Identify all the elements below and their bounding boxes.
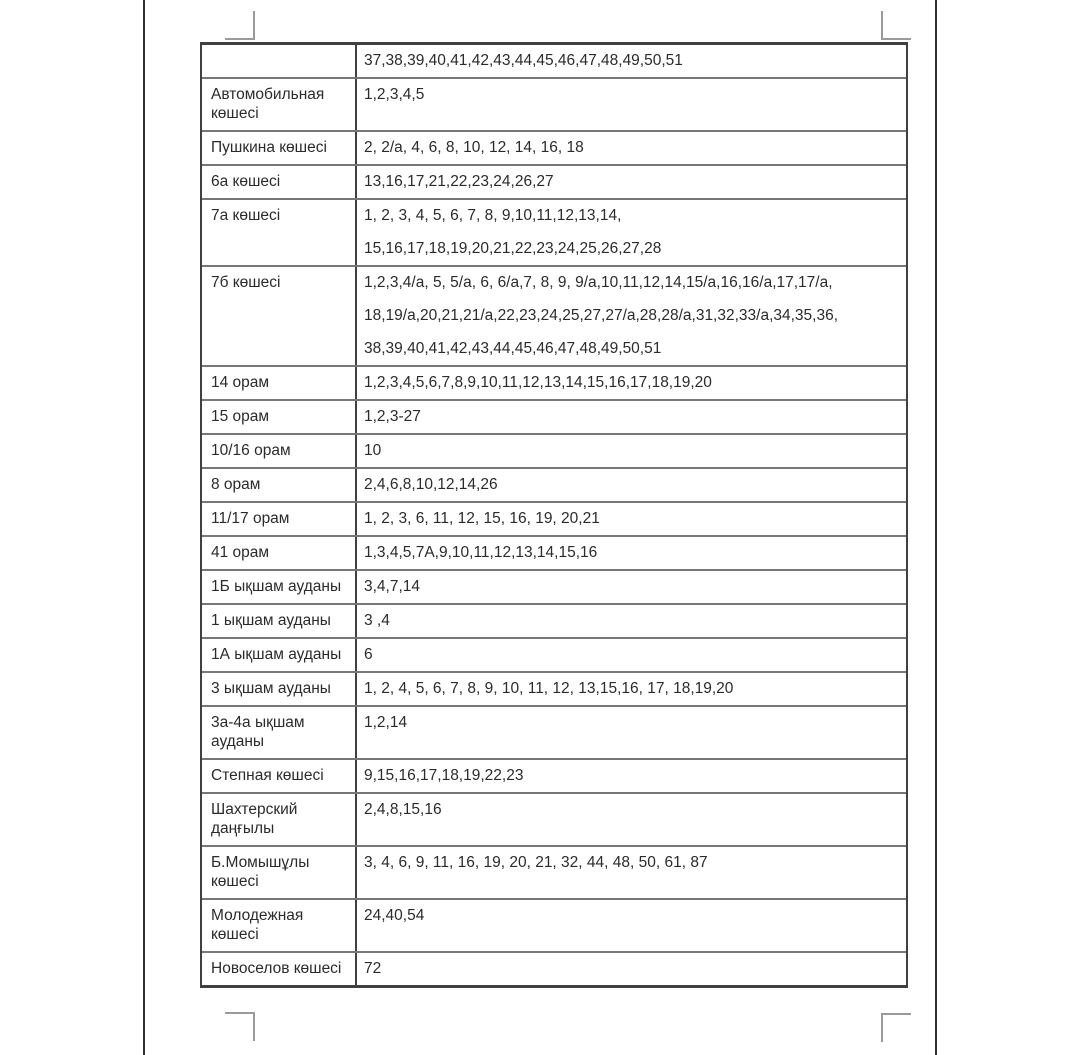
- house-numbers-line: 3, 4, 6, 9, 11, 16, 19, 20, 21, 32, 44, 48, 50, 61, 87: [364, 854, 708, 871]
- crop-mark-bottom-left: [225, 1012, 255, 1041]
- house-numbers-cell: [357, 900, 906, 951]
- street-name-cell: Автомобильная көшесі: [202, 79, 357, 130]
- house-numbers-line: 72: [364, 960, 382, 977]
- street-name-cell: Пушкина көшесі: [202, 132, 357, 164]
- street-name-cell: Шахтерский даңғылы: [202, 794, 357, 845]
- house-numbers-cell: [357, 571, 906, 603]
- house-numbers-line: 1,2,3,4/а, 5, 5/а, 6, 6/а,7, 8, 9, 9/а,10,11,12,14,15/а,16,16/а,17,17/а,: [364, 274, 833, 291]
- street-name-cell: 7б көшесі: [202, 267, 357, 365]
- house-numbers-line: 1,2,3,4,5,6,7,8,9,10,11,12,13,14,15,16,17,18,19,20: [364, 374, 712, 391]
- house-numbers-cell: [357, 673, 906, 705]
- street-name-cell: Б.Момышұлы көшесі: [202, 847, 357, 898]
- crop-mark-bottom-right: [881, 1013, 911, 1042]
- table-row: [202, 166, 906, 200]
- street-name-cell: 3а-4а ықшам ауданы: [202, 707, 357, 758]
- house-numbers-line: 1, 2, 3, 6, 11, 12, 15, 16, 19, 20,21: [364, 510, 600, 527]
- table-row: [202, 673, 906, 707]
- house-numbers-cell: [357, 794, 906, 845]
- table-row: [202, 469, 906, 503]
- street-name-cell: 1 ықшам ауданы: [202, 605, 357, 637]
- house-numbers-cell: [357, 537, 906, 569]
- street-name-cell: 41 орам: [202, 537, 357, 569]
- house-numbers-line: 6: [364, 646, 373, 663]
- street-name-cell: 8 орам: [202, 469, 357, 501]
- house-numbers-line: 2,4,6,8,10,12,14,26: [364, 476, 498, 493]
- house-numbers-line: 2, 2/а, 4, 6, 8, 10, 12, 14, 16, 18: [364, 139, 584, 156]
- street-name-cell: 1А ықшам ауданы: [202, 639, 357, 671]
- street-name-cell: 15 орам: [202, 401, 357, 433]
- table-row: [202, 503, 906, 537]
- house-numbers-line: 1,2,3,4,5: [364, 86, 425, 103]
- table-row: [202, 401, 906, 435]
- street-name-cell: [202, 45, 357, 77]
- street-name-cell: Степная көшесі: [202, 760, 357, 792]
- house-numbers-line: 10: [364, 442, 382, 459]
- street-name-cell: 6а көшесі: [202, 166, 357, 198]
- house-numbers-line: 1,2,14: [364, 714, 408, 731]
- table-row: [202, 605, 906, 639]
- table-row: [202, 79, 906, 132]
- house-numbers-cell: [357, 760, 906, 792]
- table-row: [202, 132, 906, 166]
- street-name-cell: 1Б ықшам ауданы: [202, 571, 357, 603]
- house-numbers-line: 3 ,4: [364, 612, 390, 629]
- house-numbers-cell: [357, 639, 906, 671]
- house-numbers-line: 1,3,4,5,7А,9,10,11,12,13,14,15,16: [364, 544, 598, 561]
- table-row: [202, 953, 906, 985]
- page-edge-right: [935, 0, 937, 1055]
- table-row: [202, 537, 906, 571]
- house-numbers-line: 1, 2, 4, 5, 6, 7, 8, 9, 10, 11, 12, 13,15,16, 17, 18,19,20: [364, 680, 734, 697]
- house-numbers-cell: [357, 166, 906, 198]
- table-row: [202, 571, 906, 605]
- address-table-body: [202, 45, 906, 985]
- house-numbers-line: 1, 2, 3, 4, 5, 6, 7, 8, 9,10,11,12,13,14,: [364, 207, 622, 224]
- table-row: [202, 367, 906, 401]
- street-name-cell: 10/16 орам: [202, 435, 357, 467]
- house-numbers-line: 13,16,17,21,22,23,24,26,27: [364, 173, 554, 190]
- crop-mark-top-left: [225, 11, 255, 40]
- house-numbers-cell: [357, 132, 906, 164]
- table-row: [202, 200, 906, 267]
- house-numbers-cell: [357, 953, 906, 985]
- house-numbers-cell: [357, 707, 906, 758]
- house-numbers-cell: [357, 469, 906, 501]
- house-numbers-line: 15,16,17,18,19,20,21,22,23,24,25,26,27,28: [364, 240, 662, 257]
- table-row: [202, 267, 906, 367]
- page-edge-left: [143, 0, 145, 1055]
- house-numbers-cell: [357, 847, 906, 898]
- house-numbers-cell: [357, 435, 906, 467]
- house-numbers-line: 37,38,39,40,41,42,43,44,45,46,47,48,49,50,51: [364, 52, 683, 69]
- house-numbers-cell: [357, 79, 906, 130]
- house-numbers-cell: [357, 367, 906, 399]
- house-numbers-cell: [357, 503, 906, 535]
- table-row: [202, 847, 906, 900]
- table-row: [202, 707, 906, 760]
- street-name-cell: 14 орам: [202, 367, 357, 399]
- table-row: [202, 45, 906, 79]
- house-numbers-line: 9,15,16,17,18,19,22,23: [364, 767, 524, 784]
- street-name-cell: Молодежная көшесі: [202, 900, 357, 951]
- table-row: [202, 900, 906, 953]
- house-numbers-line: 38,39,40,41,42,43,44,45,46,47,48,49,50,51: [364, 340, 662, 357]
- house-numbers-line: 18,19/а,20,21,21/а,22,23,24,25,27,27/а,28,28/а,31,32,33/а,34,35,36,: [364, 307, 839, 324]
- house-numbers-cell: [357, 45, 906, 77]
- table-row: [202, 639, 906, 673]
- table-row: [202, 794, 906, 847]
- table-row: [202, 760, 906, 794]
- house-numbers-line: 24,40,54: [364, 907, 425, 924]
- street-name-cell: 7а көшесі: [202, 200, 357, 265]
- street-name-cell: 3 ықшам ауданы: [202, 673, 357, 705]
- street-name-cell: 11/17 орам: [202, 503, 357, 535]
- table-row: [202, 435, 906, 469]
- house-numbers-cell: [357, 200, 906, 265]
- house-numbers-cell: [357, 605, 906, 637]
- crop-mark-top-right: [881, 11, 911, 40]
- house-numbers-line: 2,4,8,15,16: [364, 801, 442, 818]
- address-table: [200, 42, 908, 988]
- street-name-cell: Новоселов көшесі: [202, 953, 357, 985]
- house-numbers-cell: [357, 267, 906, 365]
- house-numbers-line: 1,2,3-27: [364, 408, 421, 425]
- house-numbers-cell: [357, 401, 906, 433]
- house-numbers-line: 3,4,7,14: [364, 578, 421, 595]
